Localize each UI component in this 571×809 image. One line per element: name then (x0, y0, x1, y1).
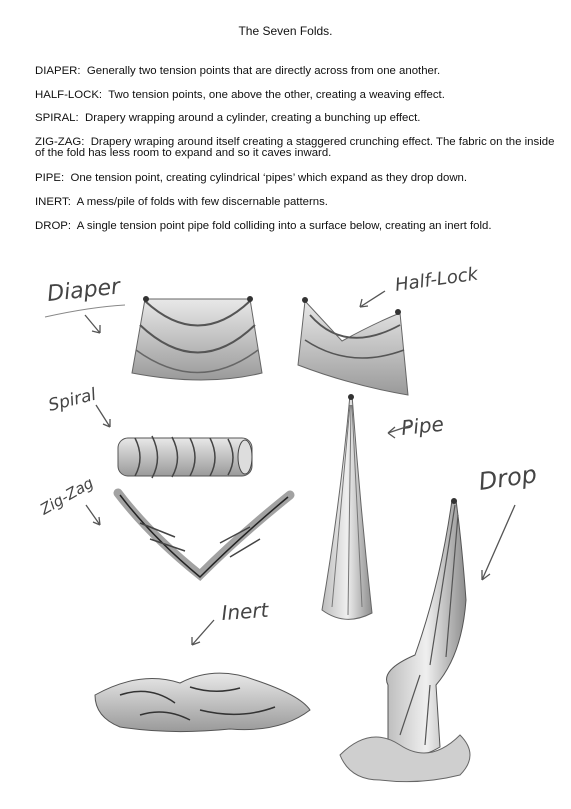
definition-text: Two tension points, one above the other, creating a weaving effect. (108, 89, 445, 101)
definition-diaper (35, 66, 555, 77)
inert-label: Inert (220, 597, 270, 625)
drop-sketch (340, 460, 539, 782)
arrow-icon (192, 620, 214, 645)
arrow-icon (86, 505, 100, 525)
arrow-icon (360, 291, 385, 307)
definition-inert (35, 197, 555, 208)
spiral-sketch (46, 385, 252, 478)
zig-zag-label: Zig-Zag (37, 473, 97, 519)
pipe-sketch (322, 394, 445, 619)
definition-text: A single tension point pipe fold colliding into a surface below, creating an inert fold. (76, 220, 492, 232)
arrow-icon (96, 405, 110, 427)
definition-text: Drapery wrapping around a cylinder, creating a bunching up effect. (85, 112, 421, 124)
diaper-label: Diaper (46, 274, 122, 307)
inert-sketch (95, 598, 310, 732)
definition-text: Drapery wraping around itself creating a staggered crunching effect. The fabric on the inside of the fold has less room to expand and so it caves inward. (35, 136, 555, 159)
definition-text: A mess/pile of folds with few discernable patterns. (76, 196, 328, 208)
drop-label: Drop (476, 460, 539, 496)
diaper-sketch (45, 274, 262, 380)
spiral-label: Spiral (46, 384, 99, 416)
page-title: The Seven Folds. (238, 24, 333, 38)
tension-point-icon (143, 296, 149, 302)
tension-point-icon (247, 296, 253, 302)
arrow-icon (85, 315, 100, 333)
arrow-icon (482, 505, 515, 580)
tension-point-icon (348, 394, 354, 400)
definition-term: SPIRAL: (35, 112, 79, 124)
fold-sketches (0, 255, 571, 809)
half-lock-sketch (298, 263, 481, 395)
tension-point-icon (395, 309, 401, 315)
definition-drop (35, 221, 555, 232)
half-lock-label: Half-Lock (393, 263, 480, 296)
definition-half-lock (35, 90, 555, 101)
definition-zig-zag (35, 137, 555, 159)
pipe-label: Pipe (400, 411, 445, 440)
definition-text: Generally two tension points that are directly across from one another. (86, 65, 441, 77)
zig-zag-sketch (36, 474, 290, 577)
definition-term: DIAPER: (35, 65, 81, 77)
definition-text: One tension point, creating cylindrical ‘pipes’ which expand as they drop down. (70, 172, 468, 184)
definition-term: PIPE: (35, 172, 65, 184)
tension-point-icon (451, 498, 457, 504)
definition-term: INERT: (35, 196, 71, 208)
definition-term: ZIG-ZAG: (35, 136, 85, 148)
tension-point-icon (302, 297, 308, 303)
definition-spiral (35, 113, 555, 124)
definition-term: HALF-LOCK: (35, 89, 103, 101)
definition-term: DROP: (35, 220, 72, 232)
definition-pipe (35, 173, 555, 184)
